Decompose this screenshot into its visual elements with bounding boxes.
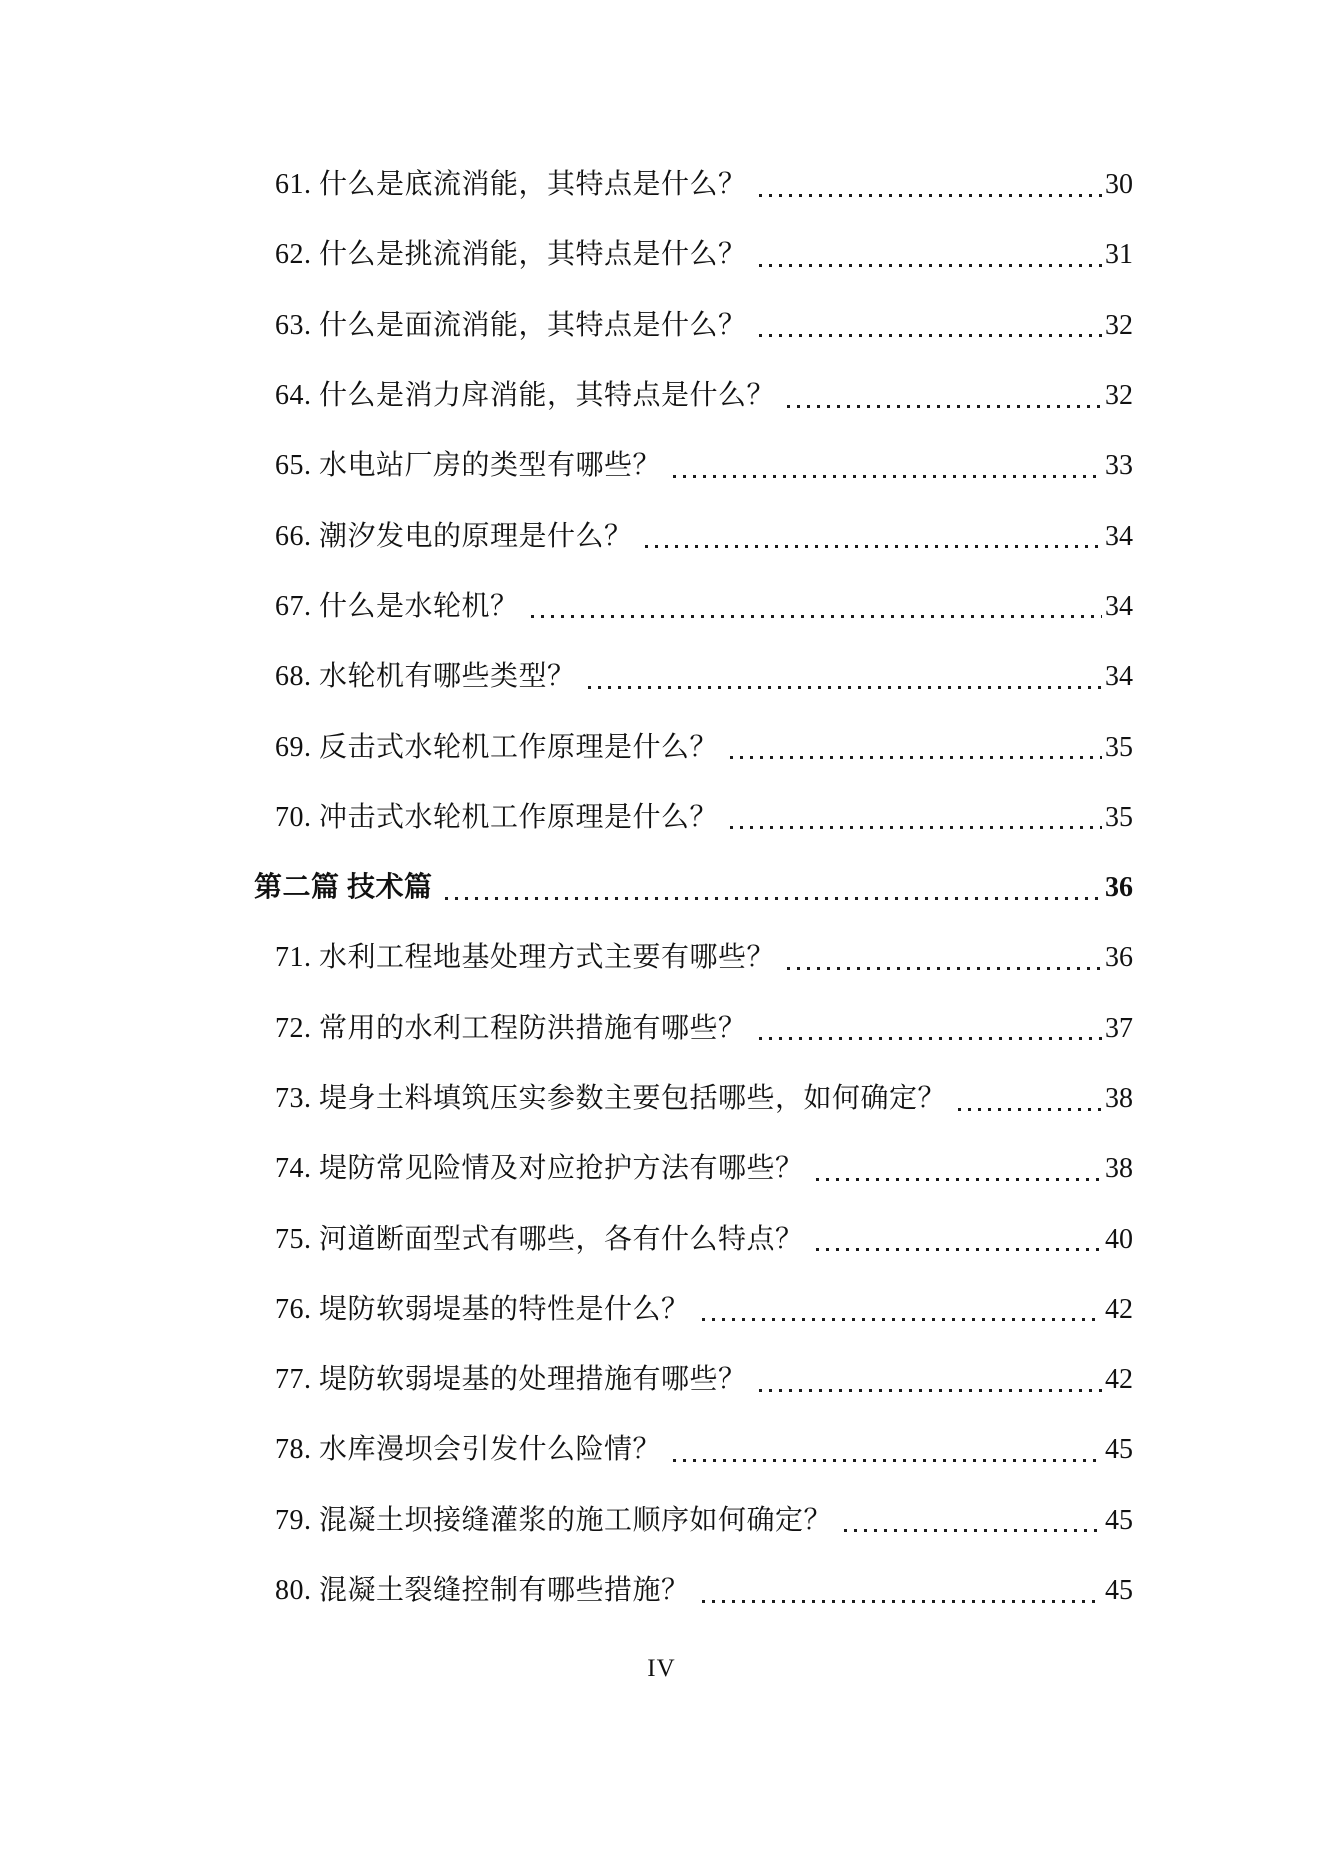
toc-entry-label: 77. 堤防软弱堤基的处理措施有哪些？ [275, 1364, 747, 1396]
toc-entry-page: 37 [1105, 1012, 1133, 1044]
toc-entry-label: 67. 什么是水轮机？ [275, 590, 519, 622]
toc-row [254, 431, 1133, 501]
page-footer [0, 1655, 1323, 1683]
toc-row [254, 572, 1133, 642]
toc-row [254, 923, 1133, 993]
toc-row [254, 994, 1133, 1064]
toc-row [254, 712, 1133, 782]
toc-entry-page: 33 [1105, 450, 1133, 482]
toc-row [254, 1275, 1133, 1345]
toc-entry-label: 71. 水利工程地基处理方式主要有哪些？ [275, 942, 776, 974]
toc-entry-label: 65. 水电站厂房的类型有哪些？ [275, 450, 662, 482]
toc-entry-label: 70. 冲击式水轮机工作原理是什么？ [275, 801, 719, 833]
toc-entry-label: 80. 混凝土裂缝控制有哪些措施？ [275, 1575, 690, 1607]
toc-entry-page: 30 [1105, 169, 1133, 201]
dot-leader [759, 1389, 1102, 1392]
toc-entry-page: 35 [1105, 801, 1133, 833]
toc-row [254, 1556, 1133, 1626]
dot-leader [759, 334, 1102, 337]
page-number: IV [647, 1655, 676, 1682]
toc-entry-page: 38 [1105, 1083, 1133, 1114]
toc-row [254, 361, 1133, 431]
dot-leader [445, 897, 1102, 900]
toc-entry-page: 40 [1105, 1223, 1133, 1255]
toc-row [254, 1134, 1133, 1204]
toc-entry-label: 78. 水库漫坝会引发什么险情？ [275, 1434, 662, 1466]
toc-section-row [254, 853, 1133, 923]
dot-leader [730, 756, 1102, 759]
dot-leader [673, 1459, 1102, 1462]
toc-row [254, 291, 1133, 361]
toc-row [254, 1345, 1133, 1415]
toc-entry-label: 63. 什么是面流消能，其特点是什么？ [275, 309, 747, 341]
toc-entry-page: 31 [1105, 239, 1133, 271]
toc-entry-label: 62. 什么是挑流消能，其特点是什么？ [275, 239, 747, 271]
toc-entry-label: 61. 什么是底流消能，其特点是什么？ [275, 169, 747, 201]
toc-entry-label: 69. 反击式水轮机工作原理是什么？ [275, 731, 719, 763]
toc-row [254, 1204, 1133, 1274]
toc-entry-page: 34 [1105, 661, 1133, 693]
toc-row [254, 1415, 1133, 1485]
toc-entry-page: 36 [1105, 942, 1133, 974]
toc-row [254, 783, 1133, 853]
dot-leader [531, 615, 1102, 618]
toc-entry-label: 第二篇 技术篇 [254, 872, 433, 904]
toc-row [254, 1064, 1133, 1134]
dot-leader [759, 1037, 1102, 1040]
dot-leader [702, 1600, 1102, 1603]
toc-entry-page: 32 [1105, 380, 1133, 412]
toc-list [254, 150, 1133, 1626]
toc-entry-label: 79. 混凝土坝接缝灌浆的施工顺序如何确定？ [275, 1504, 833, 1536]
dot-leader [787, 405, 1102, 408]
dot-leader [787, 967, 1102, 970]
toc-row [254, 1486, 1133, 1556]
dot-leader [958, 1108, 1102, 1111]
toc-row [254, 150, 1133, 220]
toc-entry-page: 45 [1105, 1575, 1133, 1607]
toc-entry-page: 34 [1105, 520, 1133, 552]
toc-entry-label: 66. 潮汐发电的原理是什么？ [275, 520, 633, 552]
dot-leader [759, 264, 1102, 267]
dot-leader [816, 1178, 1102, 1181]
toc-entry-page: 42 [1105, 1293, 1133, 1325]
dot-leader [730, 826, 1102, 829]
toc-row [254, 642, 1133, 712]
toc-entry-page: 34 [1105, 590, 1133, 622]
toc-entry-page: 45 [1105, 1504, 1133, 1536]
toc-entry-label: 72. 常用的水利工程防洪措施有哪些？ [275, 1012, 747, 1044]
dot-leader [816, 1248, 1102, 1251]
toc-entry-label: 68. 水轮机有哪些类型？ [275, 661, 576, 693]
toc-entry-page: 45 [1105, 1434, 1133, 1466]
toc-entry-label: 73. 堤身土料填筑压实参数主要包括哪些，如何确定？ [275, 1083, 947, 1114]
dot-leader [645, 545, 1102, 548]
toc-entry-page: 38 [1105, 1153, 1133, 1185]
toc-entry-label: 74. 堤防常见险情及对应抢护方法有哪些？ [275, 1153, 804, 1185]
dot-leader [588, 686, 1102, 689]
dot-leader [844, 1529, 1102, 1532]
toc-entry-page: 36 [1105, 872, 1133, 904]
dot-leader [702, 1318, 1102, 1321]
toc-row [254, 501, 1133, 571]
dot-leader [673, 475, 1102, 478]
toc-entry-page: 32 [1105, 309, 1133, 341]
toc-entry-label: 76. 堤防软弱堤基的特性是什么？ [275, 1293, 690, 1325]
toc-entry-page: 35 [1105, 731, 1133, 763]
dot-leader [759, 194, 1102, 197]
toc-entry-label: 64. 什么是消力戽消能，其特点是什么？ [275, 380, 776, 412]
toc-entry-page: 42 [1105, 1364, 1133, 1396]
toc-entry-label: 75. 河道断面型式有哪些，各有什么特点？ [275, 1223, 804, 1255]
toc-row [254, 220, 1133, 290]
